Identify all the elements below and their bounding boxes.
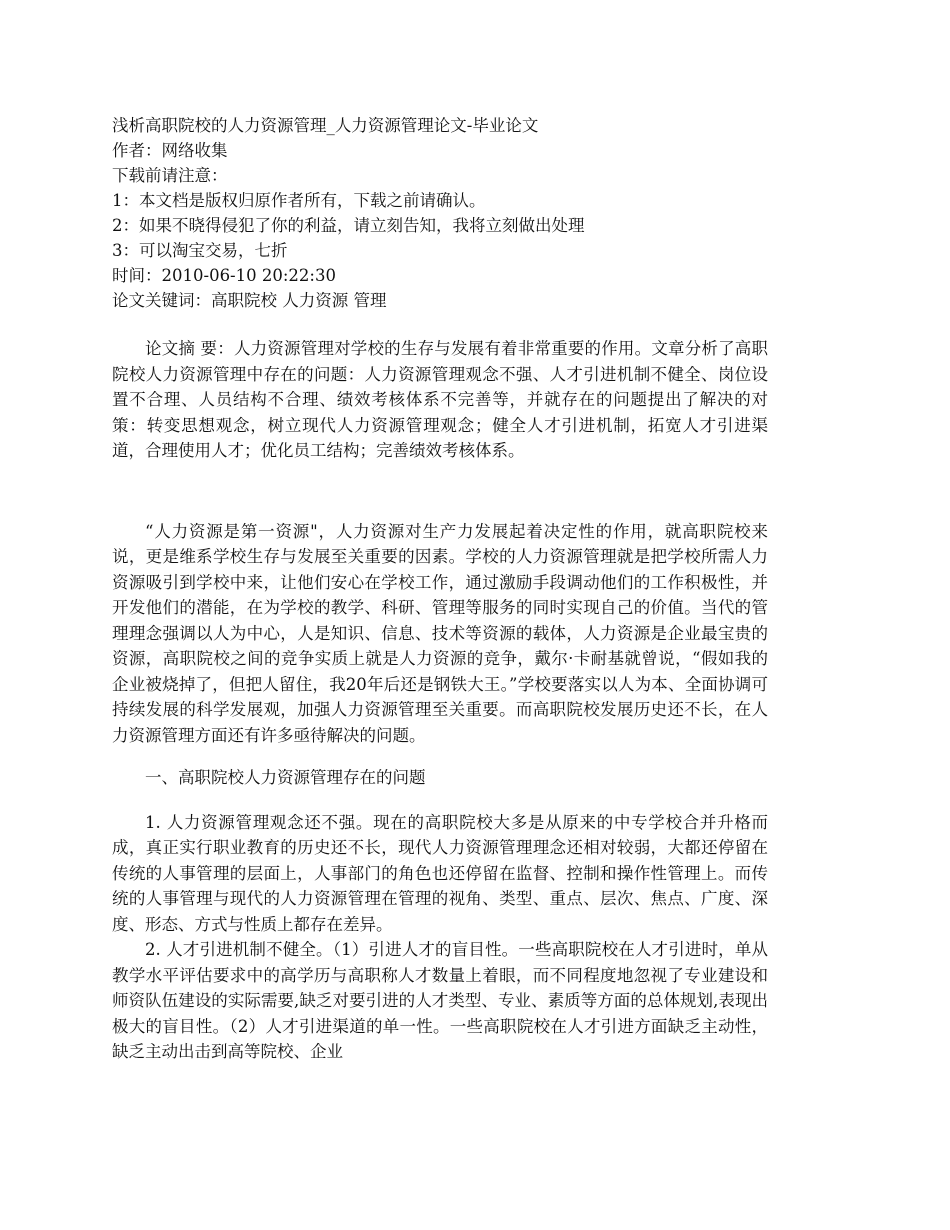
author-line: 作者：网络收集 bbox=[112, 141, 228, 160]
notice-item-1: 1：本文档是版权归原作者所有，下载之前请确认。 bbox=[112, 191, 486, 210]
abstract-paragraph: 论文摘 要：人力资源管理对学校的生存与发展有着非常重要的作用。文章分析了高职院校人力资源管理中存在的问题：人力资源管理观念不强、人才引进机制不健全、岗位设置不合理、人员结构不合理、绩效考核体系不完善等，并就存在的问题提出了解决的对策：转变思想观念，树立现代人力资源管理观念；健全人才引进机制，拓宽人才引进渠道，合理使用人才；优化员工结构；完善绩效考核体系。 bbox=[112, 339, 768, 460]
notice-item-2: 2：如果不晓得侵犯了你的利益，请立刻告知，我将立刻做出处理 bbox=[112, 216, 585, 235]
keywords-line: 论文关键词：高职院校 人力资源 管理 bbox=[112, 291, 387, 310]
intro-paragraph: “人力资源是第一资源"，人力资源对生产力发展起着决定性的作用，就高职院校来说，更是维系学校生存与发展至关重要的因素。学校的人力资源管理就是把学校所需人力资源吸引到学校中来，让他们安心在学校工作，通过激励手段调动他们的工作积极性，并开发他们的潜能，在为学校的教学、科研、管理等服务的同时实现自己的价值。当代的管理理念强调以人为中心，人是知识、信息、技术等资源的载体，人力资源是企业最宝贵的资源，高职院校之间的竞争实质上就是人力资源的竞争，戴尔·卡耐基就曾说，“假如我的企业被烧掉了，但把人留住，我20年后还是钢铁大王。”学校要落实以人为本、全面协调可持续发展的科学发展观，加强人力资源管理至关重要。而高职院校发展历史还不长，在人力资源管理方面还有许多亟待解决的问题。 bbox=[112, 521, 768, 745]
notice-item-3: 3：可以淘宝交易，七折 bbox=[112, 241, 288, 260]
section-heading-1: 一、高职院校人力资源管理存在的问题 bbox=[145, 768, 426, 787]
section-paragraph-2: 2. 人才引进机制不健全。（1）引进人才的盲目性。一些高职院校在人才引进时，单从教学水平评估要求中的高学历与高职称人才数量上着眼，而不同程度地忽视了专业建设和师资队伍建设的实际需要,缺乏对要引进的人才类型、专业、素质等方面的总体规划,表现出极大的盲目性。（2）人才引进渠道的单一性。一些高职院校在人才引进方面缺乏主动性，缺乏主动出击到高等院校、企业 bbox=[112, 940, 768, 1061]
timestamp-line: 时间：2010-06-10 20:22:30 bbox=[112, 266, 336, 285]
document-title: 浅析高职院校的人力资源管理_人力资源管理论文-毕业论文 bbox=[112, 116, 539, 135]
section-paragraph-1: 1. 人力资源管理观念还不强。现在的高职院校大多是从原来的中专学校合并升格而成，真正实行职业教育的历史还不长，现代人力资源管理理念还相对较弱，大都还停留在传统的人事管理的层面上，人事部门的角色也还停留在监督、控制和操作性管理上。而传统的人事管理与现代的人力资源管理在管理的视角、类型、重点、层次、焦点、广度、深度、形态、方式与性质上都存在差异。 bbox=[112, 812, 768, 934]
document-page bbox=[112, 113, 768, 1065]
download-notice-title: 下载前请注意： bbox=[112, 166, 228, 185]
